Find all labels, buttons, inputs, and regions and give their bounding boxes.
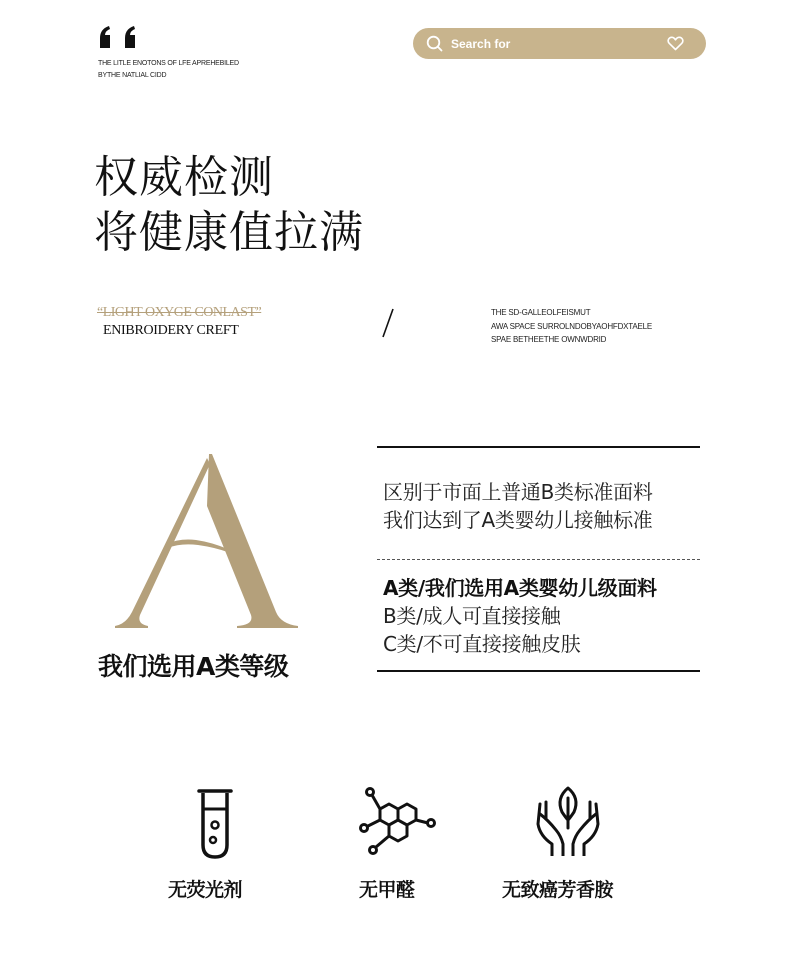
class-b-line: B类/成人可直接接触 xyxy=(383,604,561,628)
class-c-line: C类/不可直接接触皮肤 xyxy=(383,632,581,656)
feature-no-formaldehyde: 无甲醛 xyxy=(359,879,415,901)
search-bar[interactable] xyxy=(413,28,706,59)
embroidery-craft-caption: ENIBROIDERY CREFT xyxy=(103,323,239,338)
heart-icon[interactable] xyxy=(667,36,684,51)
description-line-2: 我们达到了A类婴幼儿接触标准 xyxy=(383,508,653,532)
page-title xyxy=(94,150,364,260)
dashed-divider xyxy=(377,559,700,560)
grade-heading: 我们选用A类等级 xyxy=(98,652,289,681)
top-rule xyxy=(377,446,700,448)
tagline xyxy=(98,58,239,82)
small-text-line-3: SPAE BETHEETHE OWNWDRID xyxy=(491,335,607,344)
letter-a-graphic xyxy=(112,452,302,630)
tagline-line-1: THE LITLE ENOTONS OF LFE APREHEBILED xyxy=(98,60,239,67)
description-line-1: 区别于市面上普通B类标准面料 xyxy=(383,480,653,504)
small-english-text xyxy=(491,306,652,347)
title-line-1: 权威检测 xyxy=(94,152,274,203)
title-line-2: 将健康值拉满 xyxy=(94,207,364,258)
bottom-rule xyxy=(377,670,700,672)
quote-mark-icon xyxy=(98,24,142,50)
feature-no-carcinogenic-amines: 无致癌芳香胺 xyxy=(502,879,614,901)
slash-divider-icon xyxy=(381,308,395,338)
class-a-line: A类/我们选用A类婴幼儿级面料 xyxy=(383,576,657,600)
light-oxygen-caption: “LIGHT OXYGE CONLAST” xyxy=(97,305,262,320)
feature-no-fluorescent: 无荧光剂 xyxy=(168,879,243,901)
search-input[interactable] xyxy=(451,37,651,51)
small-text-line-2: AWA SPACE SURROLNDOBYAOHFDXTAELE xyxy=(491,321,653,331)
tagline-line-2: BYTHE NATLIAL CIDD xyxy=(98,72,167,79)
test-tube-icon xyxy=(175,787,255,859)
small-text-line-1: THE SD-GALLEOLFEISMUT xyxy=(491,308,591,317)
hands-leaf-icon xyxy=(528,784,608,856)
molecule-icon xyxy=(358,787,438,859)
search-icon[interactable] xyxy=(426,35,443,52)
